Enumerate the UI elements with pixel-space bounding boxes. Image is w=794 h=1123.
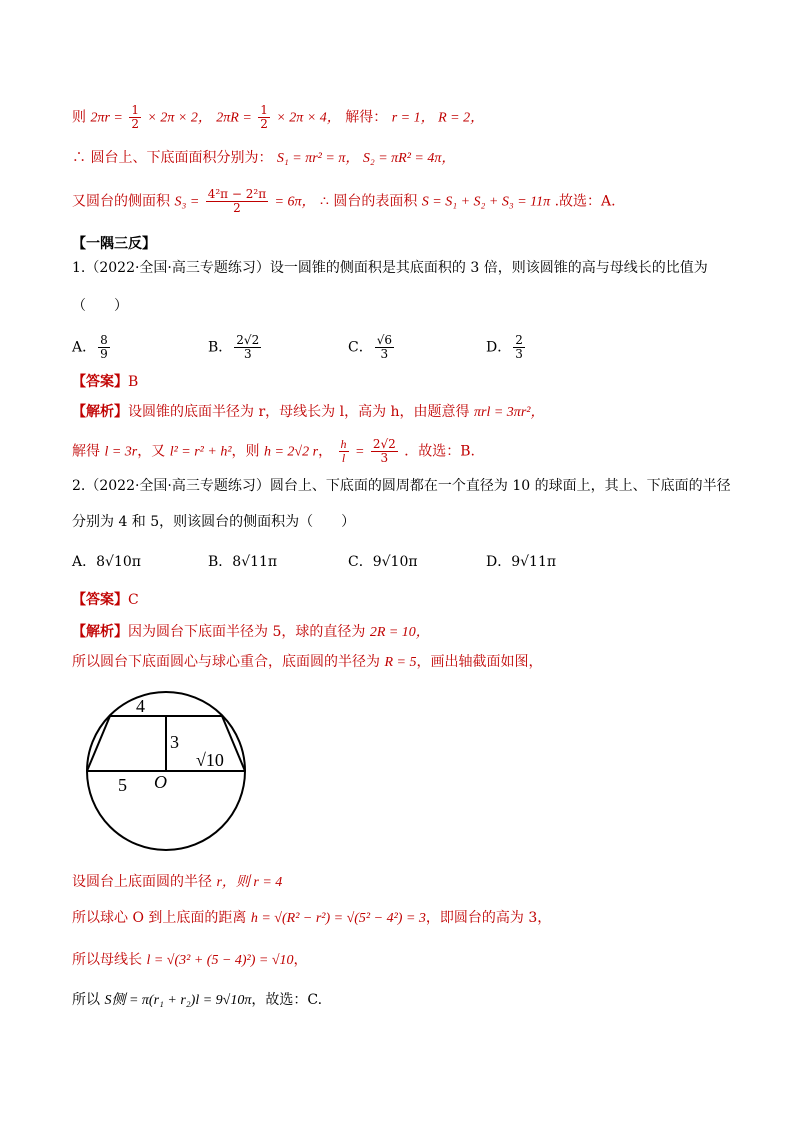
option-b: B．8√11π <box>208 554 278 570</box>
fraction: $\frac{\text{4²π − 2²π}}{2}$ <box>207 187 267 215</box>
solution-line-r: 设圆台上底面圆的半径 r，则 r = 4 <box>72 874 283 890</box>
solution-line-h: 所以球心 O 到上底面的距离 h = √(R² − r²) = √(5² − 4²) = 3，即圆台的高为 3， <box>72 910 552 926</box>
option-b: B． $\frac{2√2}{3}$ <box>208 333 260 361</box>
option-a: A．8√10π <box>72 554 141 570</box>
explanation-1b: 解得 l = 3r，又 l² = r² + h²，则 h = 2√2 r， $\frac{h}{l}$ = $\frac{2√2}{3}$ ．故选：B. <box>72 437 476 465</box>
label-bottom: 5 <box>118 775 127 795</box>
option-d: D． $\frac{2}{3}$ <box>486 333 523 361</box>
solution-line-2: ∴ 圆台上、下底面面积分别为： S₁ = πr² = π， S₂ = πR² = 4π， <box>72 150 456 166</box>
right-slant <box>222 716 245 771</box>
answer-2: 【答案】C <box>72 592 139 608</box>
solution-line-1: 则 2πr = $\frac{1}{2}$ × 2π × 2， 2πR = $\frac{1}{2}$ × 2π × 4， 解得： r = 1， R = 2， <box>72 103 485 131</box>
solution-line-s: 所以 S侧 = π(r₁ + r₂)l = 9√10π，故选：C. <box>72 992 323 1008</box>
axial-section-figure <box>78 690 258 860</box>
label-top: 4 <box>136 696 145 716</box>
question-2-line-2: 分别为 4 和 5，则该圆台的侧面积为（ ） <box>72 514 356 530</box>
solution-line-l: 所以母线长 l = √(3² + (5 − 4)²) = √10， <box>72 952 308 968</box>
question-1: 1.（2022·全国·高三专题练习）设一圆锥的侧面积是其底面积的 3 倍，则该圆锥的高与母线长的比值为 <box>72 260 708 276</box>
solution-line-3: 又圆台的侧面积 S₃ = $\frac{\text{4²π − 2²π}}{2}$ = 6π， ∴ 圆台的表面积 S = S₁ + S₂ + S₃ = 11π .故选：A. <box>72 187 616 215</box>
answer-1: 【答案】B <box>72 374 139 390</box>
option-a: A． $\frac{8}{9}$ <box>72 333 108 361</box>
fraction: $\frac{1}{2}$ <box>260 103 268 131</box>
option-d: D．9√11π <box>486 554 557 570</box>
label-height: 3 <box>170 732 179 752</box>
label-slant: √10 <box>196 750 224 770</box>
left-slant <box>87 716 110 771</box>
label-center: O <box>154 772 167 792</box>
question-1-paren: （ ） <box>72 298 128 314</box>
explanation-1: 【解析】设圆锥的底面半径为 r，母线长为 l，高为 h，由题意得 πrl = 3πr²， <box>72 404 545 420</box>
question-2-line-1: 2.（2022·全国·高三专题练习）圆台上、下底面的圆周都在一个直径为 10 的球面上，其上、下底面的半径 <box>72 478 731 494</box>
section-heading: 【一隅三反】 <box>72 236 156 252</box>
explanation-2: 【解析】因为圆台下底面半径为 5，球的直径为 2R = 10， <box>72 624 430 640</box>
option-c: C． $\frac{√6}{3}$ <box>348 333 392 361</box>
explanation-2b: 所以圆台下底面圆心与球心重合，底面圆的半径为 R = 5，画出轴截面如图， <box>72 654 543 670</box>
option-c: C．9√10π <box>348 554 418 570</box>
fraction: $\frac{1}{2}$ <box>131 103 139 131</box>
